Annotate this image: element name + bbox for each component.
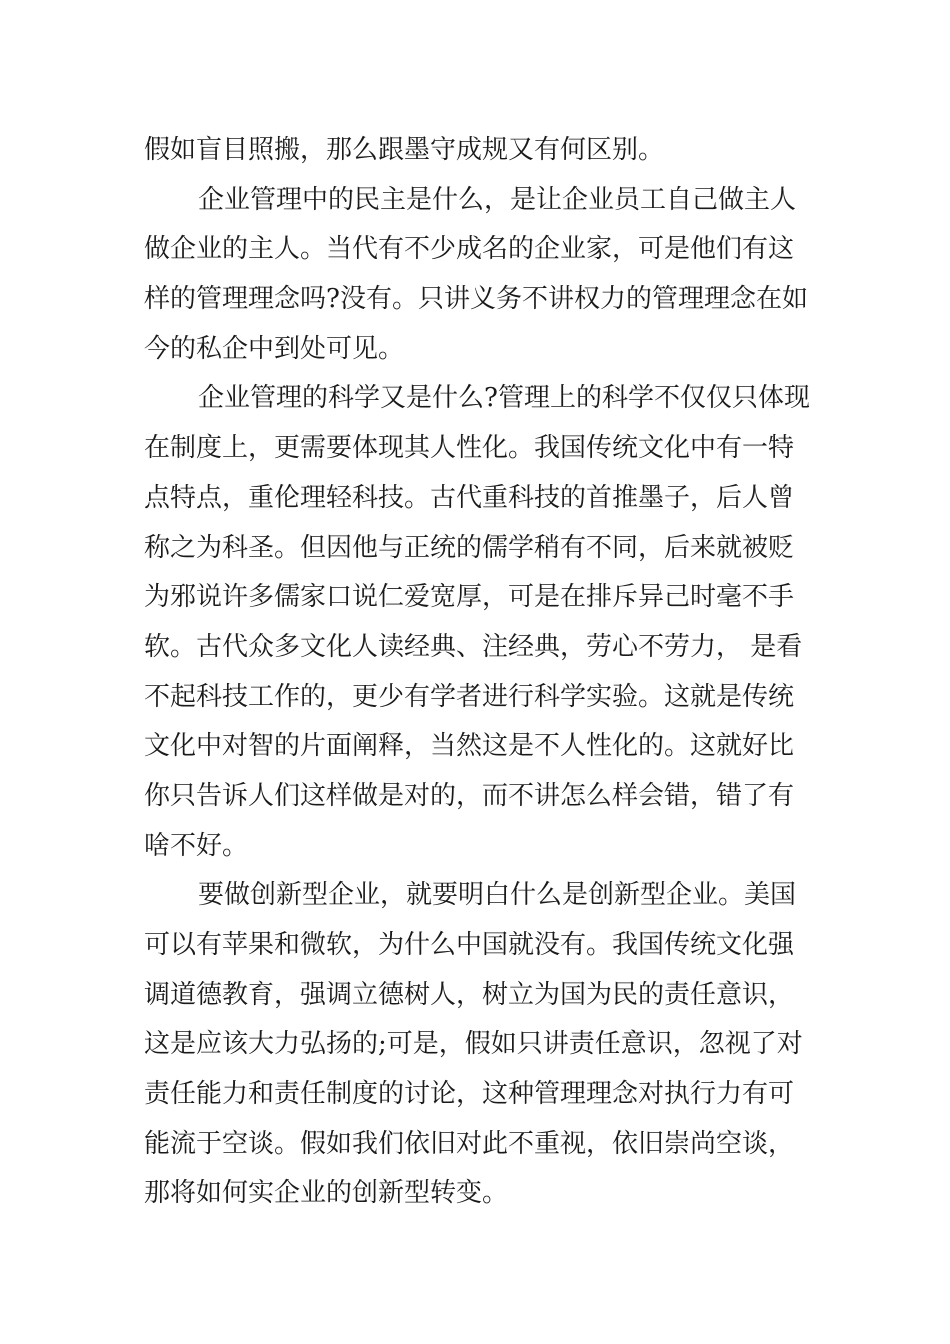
paragraph-line: 假如盲目照搬，那么跟墨守成规又有何区别。 bbox=[144, 135, 665, 165]
paragraph-line: 调道德教育，强调立德树人，树立为国为民的责任意识， bbox=[144, 979, 795, 1010]
paragraph-line: 做企业的主人。当代有不少成名的企业家，可是他们有这 bbox=[144, 234, 795, 265]
paragraph-line: 那将如何实企业的创新型转变。 bbox=[144, 1178, 509, 1209]
paragraph-line: 软。古代众多文化人读经典、注经典，劳心不劳力， 是看 bbox=[144, 631, 803, 662]
paragraph-line: 企业管理的科学又是什么?管理上的科学不仅仅只体现 bbox=[198, 383, 810, 414]
paragraph-line: 在制度上，更需要体现其人性化。我国传统文化中有一特 bbox=[144, 433, 795, 464]
paragraph bbox=[144, 374, 814, 871]
paragraph-line: 这是应该大力弘扬的;可是，假如只讲责任意识，忽视了对 bbox=[144, 1029, 803, 1060]
paragraph bbox=[144, 126, 814, 176]
paragraph-line: 为邪说许多儒家口说仁爱宽厚，可是在排斥异己时毫不手 bbox=[144, 582, 795, 613]
paragraph-line: 要做创新型企业，就要明白什么是创新型企业。美国 bbox=[198, 880, 797, 911]
paragraph bbox=[144, 176, 814, 375]
paragraph-line: 啥不好。 bbox=[144, 830, 249, 861]
paragraph-line: 文化中对智的片面阐释，当然这是不人性化的。这就好比 bbox=[144, 731, 795, 762]
paragraph-line: 称之为科圣。但因他与正统的儒学稍有不同，后来就被贬 bbox=[144, 532, 795, 563]
paragraph-line: 能流于空谈。假如我们依旧对此不重视，依旧崇尚空谈， bbox=[144, 1128, 795, 1159]
paragraph-line: 点特点，重伦理轻科技。古代重科技的首推墨子，后人曾 bbox=[144, 482, 795, 513]
paragraph-line: 责任能力和责任制度的讨论，这种管理理念对执行力有可 bbox=[144, 1079, 795, 1110]
document-body bbox=[144, 126, 814, 1219]
paragraph-line: 样的管理理念吗?没有。只讲义务不讲权力的管理理念在如 bbox=[144, 284, 808, 315]
paragraph-line: 你只告诉人们这样做是对的，而不讲怎么样会错，错了有 bbox=[144, 780, 795, 811]
paragraph-line: 不起科技工作的，更少有学者进行科学实验。这就是传统 bbox=[144, 681, 795, 712]
paragraph-line: 可以有苹果和微软，为什么中国就没有。我国传统文化强 bbox=[144, 930, 795, 960]
paragraph bbox=[144, 871, 814, 1219]
paragraph-line: 今的私企中到处可见。 bbox=[144, 333, 405, 364]
paragraph-line: 企业管理中的民主是什么，是让企业员工自己做主人 bbox=[198, 184, 797, 215]
